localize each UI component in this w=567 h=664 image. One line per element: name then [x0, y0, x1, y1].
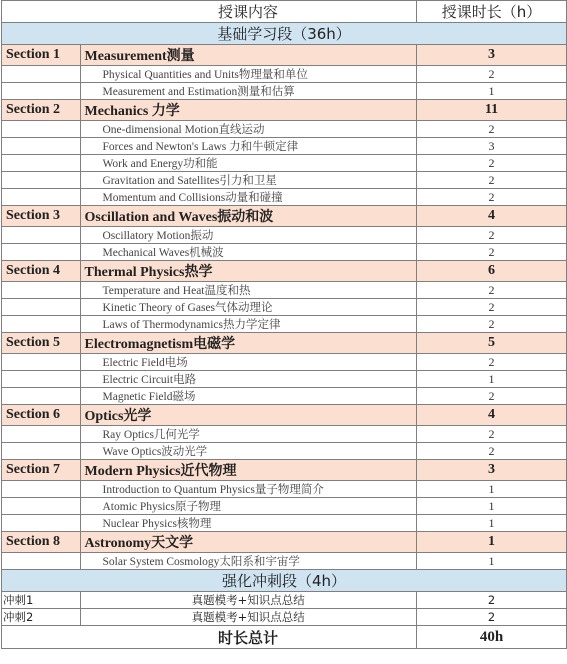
topic-spacer: [2, 83, 81, 100]
section-row: [2, 100, 567, 121]
section-hours: 5: [417, 333, 567, 354]
topic-row: [2, 244, 567, 261]
topic-name: Physical Quantities and Units物理量和单位: [80, 66, 417, 83]
topic-name: Mechanical Waves机械波: [80, 244, 417, 261]
section-hours: 6: [417, 261, 567, 282]
topic-spacer: [2, 553, 81, 570]
topic-hours: 2: [417, 316, 567, 333]
topic-hours: 1: [417, 371, 567, 388]
topic-name: Oscillatory Motion振动: [80, 227, 417, 244]
topic-name: Magnetic Field磁场: [80, 388, 417, 405]
total-row: [2, 626, 567, 649]
topic-hours: 1: [417, 83, 567, 100]
section-hours: 4: [417, 206, 567, 227]
topic-row: [2, 189, 567, 206]
topic-spacer: [2, 371, 81, 388]
topic-spacer: [2, 121, 81, 138]
topic-row: [2, 498, 567, 515]
header-spacer: [2, 1, 81, 23]
topic-hours: 2: [417, 426, 567, 443]
schedule-body: [2, 1, 567, 649]
topic-row: [2, 138, 567, 155]
total-hours: 40h: [417, 626, 567, 649]
topic-spacer: [2, 443, 81, 460]
topic-spacer: [2, 66, 81, 83]
section-row: [2, 333, 567, 354]
sprint-row: [2, 609, 567, 626]
sprint-row: [2, 592, 567, 609]
topic-row: [2, 371, 567, 388]
section-hours: 3: [417, 460, 567, 481]
topic-name: One-dimensional Motion直线运动: [80, 121, 417, 138]
section-row: [2, 532, 567, 553]
section-row: [2, 460, 567, 481]
section-title: Measurement测量: [80, 45, 417, 66]
sprint-content: 真题模考+知识点总结: [80, 592, 417, 609]
topic-row: [2, 426, 567, 443]
topic-name: Work and Energy功和能: [80, 155, 417, 172]
topic-name: Momentum and Collisions动量和碰撞: [80, 189, 417, 206]
topic-name: Measurement and Estimation测量和估算: [80, 83, 417, 100]
topic-hours: 1: [417, 498, 567, 515]
topic-row: [2, 121, 567, 138]
topic-spacer: [2, 481, 81, 498]
topic-spacer: [2, 172, 81, 189]
section-title: Thermal Physics热学: [80, 261, 417, 282]
total-spacer: [2, 626, 81, 649]
topic-name: Laws of Thermodynamics热力学定律: [80, 316, 417, 333]
section-title: Modern Physics近代物理: [80, 460, 417, 481]
header-row: [2, 1, 567, 23]
section-id: Section 3: [2, 206, 81, 227]
topic-hours: 2: [417, 189, 567, 206]
topic-name: Forces and Newton's Laws 力和牛顿定律: [80, 138, 417, 155]
topic-hours: 3: [417, 138, 567, 155]
topic-hours: 2: [417, 172, 567, 189]
topic-spacer: [2, 282, 81, 299]
section-hours: 11: [417, 100, 567, 121]
topic-hours: 1: [417, 515, 567, 532]
topic-hours: 2: [417, 354, 567, 371]
topic-row: [2, 155, 567, 172]
section-title: Astronomy天文学: [80, 532, 417, 553]
section-id: Section 7: [2, 460, 81, 481]
topic-spacer: [2, 388, 81, 405]
schedule-table: [1, 0, 567, 649]
stage2-label: 强化冲刺段（4h）: [2, 570, 567, 592]
section-hours: 1: [417, 532, 567, 553]
section-title: Optics光学: [80, 405, 417, 426]
section-title: Mechanics 力学: [80, 100, 417, 121]
stage1-label: 基础学习段（36h）: [2, 23, 567, 45]
section-id: Section 5: [2, 333, 81, 354]
topic-row: [2, 299, 567, 316]
topic-spacer: [2, 354, 81, 371]
section-title: Electromagnetism电磁学: [80, 333, 417, 354]
topic-hours: 2: [417, 155, 567, 172]
topic-hours: 2: [417, 121, 567, 138]
topic-hours: 2: [417, 227, 567, 244]
section-id: Section 8: [2, 532, 81, 553]
header-hours: 授课时长（h）: [417, 1, 567, 23]
section-row: [2, 206, 567, 227]
topic-name: Introduction to Quantum Physics量子物理简介: [80, 481, 417, 498]
section-id: Section 4: [2, 261, 81, 282]
section-row: [2, 405, 567, 426]
topic-spacer: [2, 189, 81, 206]
topic-name: Electric Circuit电路: [80, 371, 417, 388]
topic-name: Temperature and Heat温度和热: [80, 282, 417, 299]
section-id: Section 1: [2, 45, 81, 66]
topic-spacer: [2, 155, 81, 172]
topic-row: [2, 282, 567, 299]
topic-spacer: [2, 244, 81, 261]
topic-spacer: [2, 316, 81, 333]
topic-row: [2, 316, 567, 333]
sprint-id: 冲刺2: [2, 609, 81, 626]
topic-spacer: [2, 138, 81, 155]
section-id: Section 2: [2, 100, 81, 121]
stage1-row: [2, 23, 567, 45]
topic-hours: 2: [417, 443, 567, 460]
topic-row: [2, 354, 567, 371]
topic-row: [2, 443, 567, 460]
section-id: Section 6: [2, 405, 81, 426]
topic-row: [2, 83, 567, 100]
topic-hours: 2: [417, 244, 567, 261]
total-label: 时长总计: [80, 626, 417, 649]
topic-name: Gravitation and Satellites引力和卫星: [80, 172, 417, 189]
sprint-hours: 2: [417, 609, 567, 626]
topic-spacer: [2, 498, 81, 515]
sprint-hours: 2: [417, 592, 567, 609]
topic-row: [2, 553, 567, 570]
topic-hours: 2: [417, 388, 567, 405]
topic-hours: 2: [417, 66, 567, 83]
topic-hours: 2: [417, 282, 567, 299]
topic-name: Wave Optics波动光学: [80, 443, 417, 460]
topic-row: [2, 515, 567, 532]
topic-row: [2, 227, 567, 244]
topic-name: Ray Optics几何光学: [80, 426, 417, 443]
section-title: Oscillation and Waves振动和波: [80, 206, 417, 227]
topic-spacer: [2, 515, 81, 532]
sprint-content: 真题模考+知识点总结: [80, 609, 417, 626]
topic-hours: 1: [417, 553, 567, 570]
topic-hours: 2: [417, 299, 567, 316]
topic-row: [2, 66, 567, 83]
header-content: 授课内容: [80, 1, 417, 23]
topic-name: Atomic Physics原子物理: [80, 498, 417, 515]
section-row: [2, 261, 567, 282]
section-hours: 4: [417, 405, 567, 426]
topic-name: Kinetic Theory of Gases气体动理论: [80, 299, 417, 316]
topic-spacer: [2, 227, 81, 244]
topic-name: Electric Field电场: [80, 354, 417, 371]
topic-name: Nuclear Physics核物理: [80, 515, 417, 532]
topic-spacer: [2, 426, 81, 443]
topic-row: [2, 388, 567, 405]
section-row: [2, 45, 567, 66]
topic-row: [2, 172, 567, 189]
sprint-id: 冲刺1: [2, 592, 81, 609]
stage2-row: [2, 570, 567, 592]
topic-hours: 1: [417, 481, 567, 498]
section-hours: 3: [417, 45, 567, 66]
topic-spacer: [2, 299, 81, 316]
topic-name: Solar System Cosmology太阳系和宇宙学: [80, 553, 417, 570]
topic-row: [2, 481, 567, 498]
